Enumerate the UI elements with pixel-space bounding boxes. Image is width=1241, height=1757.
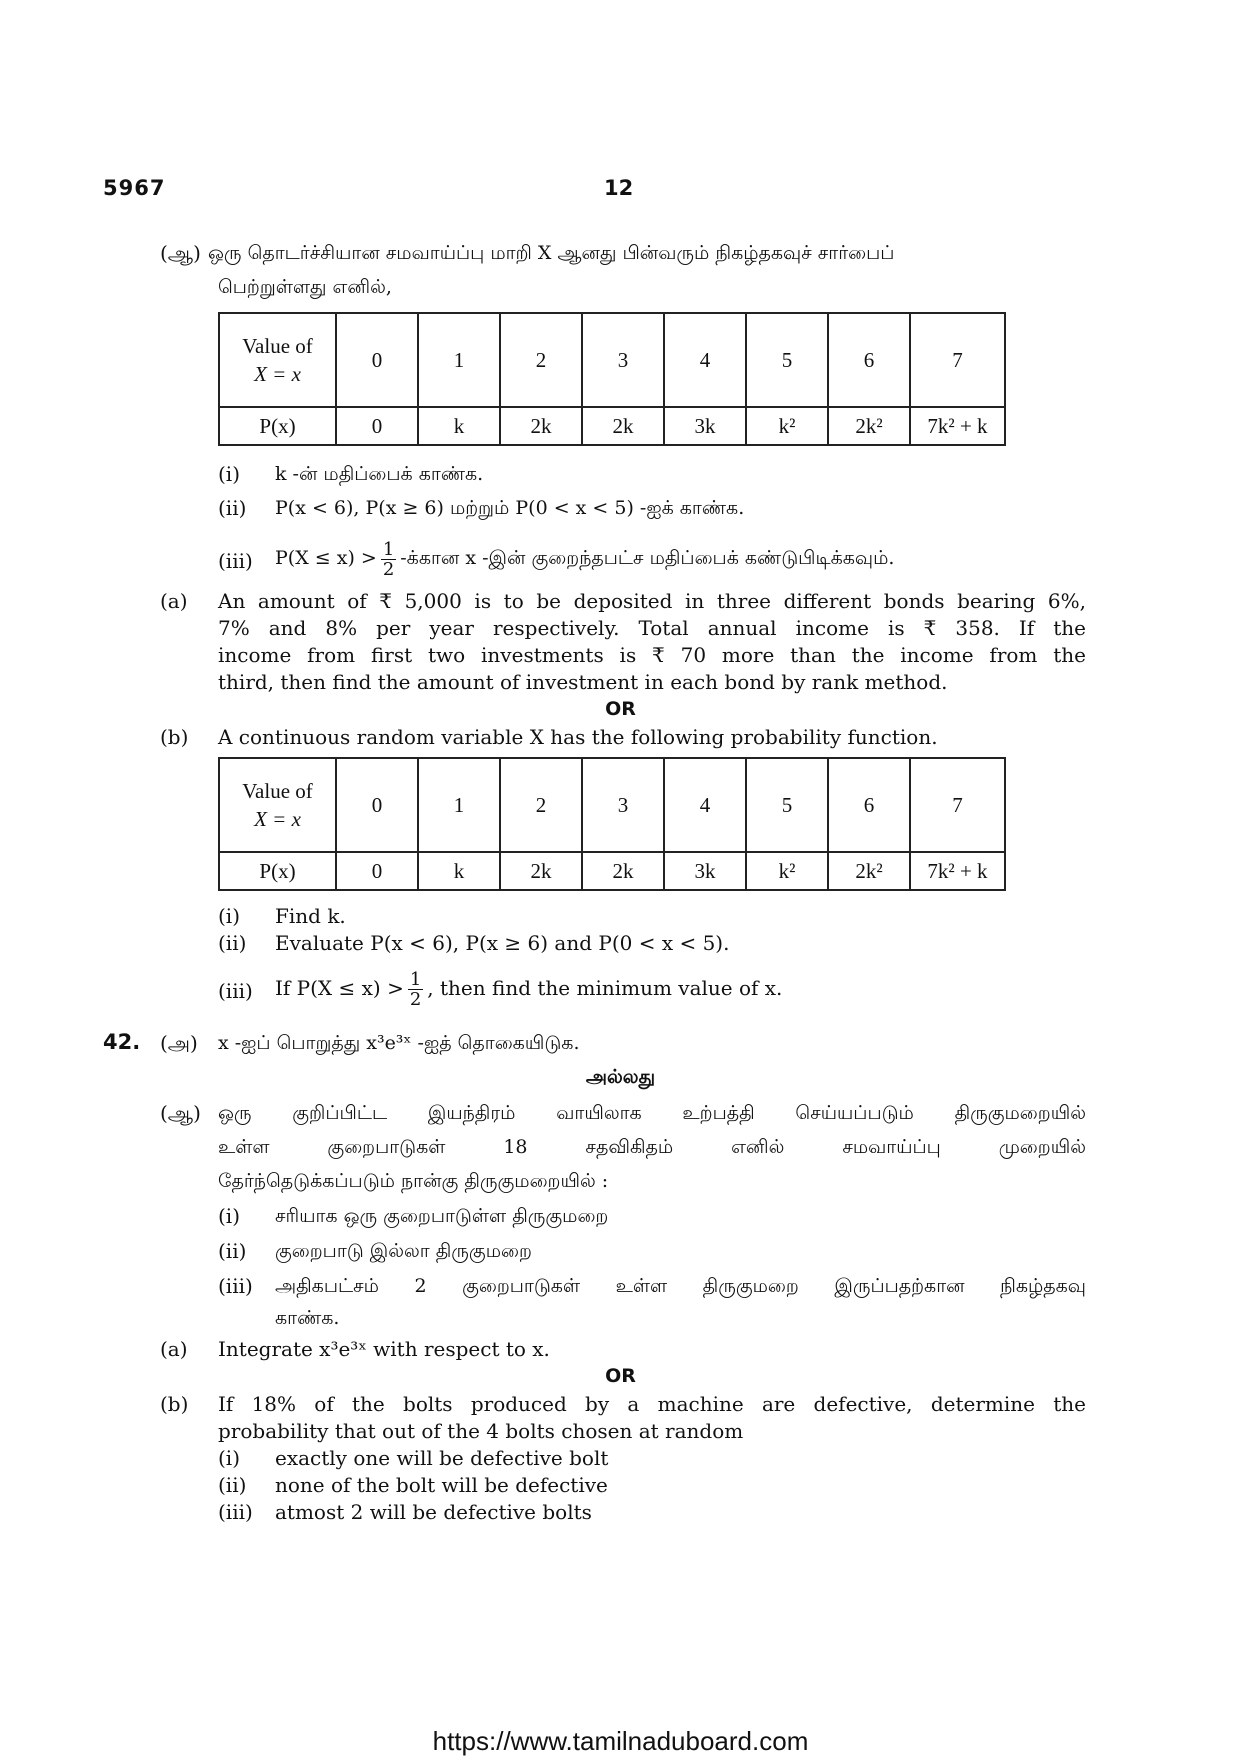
table-value-cell: 5	[746, 758, 828, 852]
q42-tamil-aa-line1: ஒரு குறிப்பிட்ட இயந்திரம் வாயிலாக உற்பத்தி செய்யப்படும் திருகுமறையில்	[218, 1102, 1086, 1124]
table-prob-cell: 2k²	[828, 407, 910, 445]
q41-b-label: (b)	[160, 725, 189, 749]
table-prob-cell: 7k² + k	[910, 407, 1005, 445]
probability-table-english	[218, 757, 1006, 891]
tamil-or-divider: அல்லது	[585, 1066, 656, 1088]
one-half-fraction: $\frac{1}{2}$	[409, 969, 422, 1010]
q41-b-sub-ii: Evaluate P(x < 6), P(x ≥ 6) and P(0 < x < 5).	[275, 931, 730, 955]
q41-a-line1: An amount of ₹ 5,000 is to be deposited in three different bonds bearing 6%,	[218, 589, 1086, 613]
table-value-cell: 6	[828, 313, 910, 407]
q41-b-sub-iii-label: (iii)	[218, 979, 253, 1003]
table-prob-cell: k²	[746, 852, 828, 890]
table-prob-cell: 7k² + k	[910, 852, 1005, 890]
probability-table-tamil	[218, 312, 1006, 446]
table-prob-cell: 0	[336, 407, 418, 445]
q42-tamil-sub-ii-label: (ii)	[218, 1239, 247, 1263]
table-prob-cell: 2k	[500, 852, 582, 890]
table-header-cell: Value of X = x	[219, 758, 336, 852]
question-number: 42.	[103, 1030, 141, 1054]
q42-tamil-sub-iii-label: (iii)	[218, 1274, 253, 1298]
table-value-cell: 1	[418, 758, 500, 852]
q42-b-sub-ii: none of the bolt will be defective	[275, 1473, 608, 1497]
q42-b-line1: If 18% of the bolts produced by a machine are defective, determine the	[218, 1392, 1086, 1416]
table-value-cell: 6	[828, 758, 910, 852]
table-value-cell: 4	[664, 758, 746, 852]
q41-a-label: (a)	[160, 589, 188, 613]
q41-a-line2: 7% and 8% per year respectively. Total annual income is ₹ 358. If the	[218, 616, 1086, 640]
table-value-cell: 5	[746, 313, 828, 407]
q41-b-sub-i-label: (i)	[218, 904, 241, 928]
q41-tamil-aa-label: (ஆ)	[160, 241, 201, 265]
table-row-label: P(x)	[219, 407, 336, 445]
q42-tamil-aa-line3: தேர்ந்தெடுக்கப்படும் நான்கு திருகுமறையில் :	[218, 1170, 609, 1192]
table-value-cell: 7	[910, 758, 1005, 852]
q41-b-sub-iii: If P(X ≤ x) > $\frac{1}{2}$ , then find the minimum value of x.	[275, 969, 783, 1010]
q42-b-label: (b)	[160, 1392, 189, 1416]
q41-b-sub-ii-label: (ii)	[218, 931, 247, 955]
q42-tamil-sub-ii: குறைபாடு இல்லா திருகுமறை	[275, 1240, 532, 1262]
table-prob-cell: 2k	[500, 407, 582, 445]
table-value-cell: 7	[910, 313, 1005, 407]
q41-tamil-sub-iii-label: (iii)	[218, 549, 253, 573]
q42-b-sub-iii-label: (iii)	[218, 1500, 253, 1524]
table-prob-cell: 2k²	[828, 852, 910, 890]
q41-b-sub-i: Find k.	[275, 904, 346, 928]
q41-tamil-sub-ii-label: (ii)	[218, 496, 247, 520]
table-prob-cell: 2k	[582, 407, 664, 445]
table-prob-cell: k	[418, 852, 500, 890]
table-prob-cell: k	[418, 407, 500, 445]
table-value-cell: 4	[664, 313, 746, 407]
page-number: 12	[604, 176, 634, 200]
q42-tamil-a: x -ஐப் பொறுத்து x³e³ˣ -ஐத் தொகையிடுக.	[218, 1032, 580, 1054]
table-value-cell: 1	[418, 313, 500, 407]
q41-tamil-sub-iii: P(X ≤ x) > $\frac{1}{2}$ -க்கான x -இன் குறைந்தபட்ச மதிப்பைக் கண்டுபிடிக்கவும்.	[275, 538, 895, 580]
table-value-cell: 2	[500, 313, 582, 407]
q42-b-sub-i: exactly one will be defective bolt	[275, 1446, 609, 1470]
q42-a-text: Integrate x³e³ˣ with respect to x.	[218, 1337, 550, 1361]
q42-tamil-sub-iii-1: அதிகபட்சம் 2 குறைபாடுகள் உள்ள திருகுமறை இருப்பதற்கான நிகழ்தகவு	[275, 1275, 1086, 1297]
q42-b-sub-iii: atmost 2 will be defective bolts	[275, 1500, 592, 1524]
or-divider: OR	[605, 1365, 636, 1387]
source-url: https://www.tamilnaduboard.com	[432, 1726, 809, 1756]
table-row-label: P(x)	[219, 852, 336, 890]
paper-code: 5967	[103, 176, 166, 200]
q41-tamil-sub-i: k -ன் மதிப்பைக் காண்க.	[275, 463, 484, 485]
q42-b-sub-ii-label: (ii)	[218, 1473, 247, 1497]
q42-tamil-sub-i: சரியாக ஒரு குறைபாடுள்ள திருகுமறை	[275, 1205, 609, 1227]
q42-tamil-aa-line2: உள்ள குறைபாடுகள் 18 சதவிகிதம் எனில் சமவாய்ப்பு முறையில்	[218, 1136, 1086, 1158]
table-value-cell: 0	[336, 313, 418, 407]
q41-tamil-sub-i-label: (i)	[218, 462, 241, 486]
table-value-cell: 3	[582, 758, 664, 852]
table-value-cell: 0	[336, 758, 418, 852]
q42-a-label: (a)	[160, 1337, 188, 1361]
q42-tamil-sub-i-label: (i)	[218, 1204, 241, 1228]
q42-tamil-sub-iii-2: காண்க.	[275, 1307, 340, 1329]
table-value-cell: 2	[500, 758, 582, 852]
q41-b-line1: A continuous random variable X has the following probability function.	[218, 725, 938, 749]
q42-tamil-aa-label: (ஆ)	[160, 1101, 201, 1125]
one-half-fraction: $\frac{1}{2}$	[382, 538, 395, 580]
table-header-cell: Value of X = x	[219, 313, 336, 407]
table-value-cell: 3	[582, 313, 664, 407]
q42-tamil-a-label: (அ)	[160, 1031, 198, 1055]
or-divider: OR	[605, 698, 636, 720]
q41-tamil-aa-line1: ஒரு தொடர்ச்சியான சமவாய்ப்பு மாறி X ஆனது பின்வரும் நிகழ்தகவுச் சார்பைப்	[208, 242, 895, 264]
table-prob-cell: 2k	[582, 852, 664, 890]
table-prob-cell: k²	[746, 407, 828, 445]
table-prob-cell: 0	[336, 852, 418, 890]
table-prob-cell: 3k	[664, 852, 746, 890]
q41-tamil-aa-line2: பெற்றுள்ளது எனில்,	[218, 276, 392, 298]
q42-b-line2: probability that out of the 4 bolts chosen at random	[218, 1419, 744, 1443]
table-prob-cell: 3k	[664, 407, 746, 445]
q41-a-line4: third, then find the amount of investment in each bond by rank method.	[218, 670, 948, 694]
q42-b-sub-i-label: (i)	[218, 1446, 241, 1470]
q41-tamil-sub-ii: P(x < 6), P(x ≥ 6) மற்றும் P(0 < x < 5) -ஐக் காண்க.	[275, 497, 745, 519]
q41-a-line3: income from first two investments is ₹ 70 more than the income from the	[218, 643, 1086, 667]
